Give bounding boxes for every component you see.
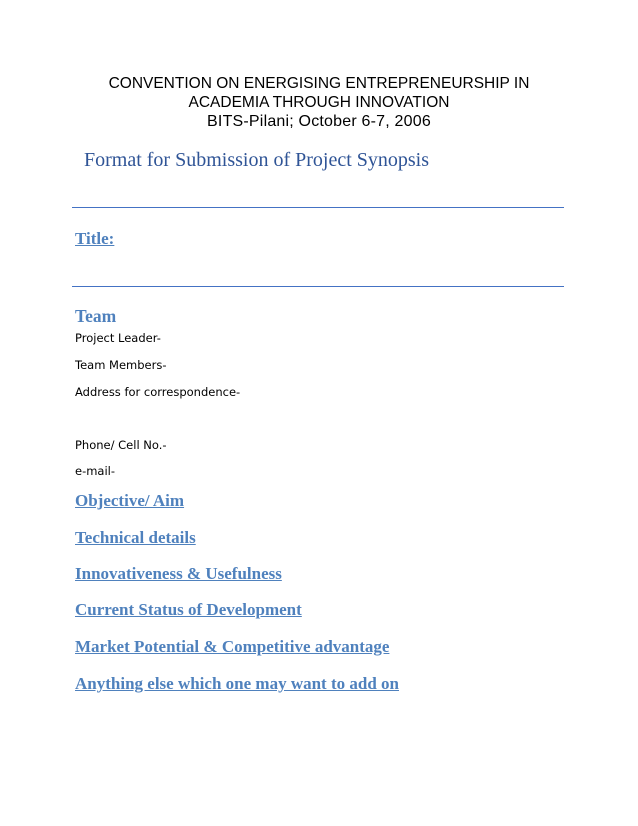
field-team-members: Team Members-	[75, 358, 167, 372]
section-current-status: Current Status of Development	[75, 600, 302, 619]
team-heading: Team	[75, 306, 117, 326]
convention-header	[0, 74, 638, 131]
header-line-1: CONVENTION ON ENERGISING ENTREPRENEURSHIP IN	[108, 75, 530, 92]
section-technical-details: Technical details	[75, 528, 196, 547]
divider-top	[72, 207, 564, 208]
field-email: e-mail-	[75, 464, 116, 478]
field-project-leader: Project Leader-	[75, 331, 161, 345]
header-line-3: BITS-Pilani; October 6-7, 2006	[207, 113, 431, 130]
header-line-2: ACADEMIA THROUGH INNOVATION	[188, 94, 450, 111]
section-innovativeness: Innovativeness & Usefulness	[75, 564, 282, 583]
title-label: Title:	[75, 229, 115, 248]
format-title: Format for Submission of Project Synopsis	[84, 149, 430, 171]
divider-bottom	[72, 286, 564, 287]
section-objective: Objective/ Aim	[75, 491, 185, 510]
field-address: Address for correspondence-	[75, 385, 241, 399]
section-market-potential: Market Potential & Competitive advantage	[75, 637, 390, 656]
section-anything-else: Anything else which one may want to add on	[75, 674, 399, 693]
field-phone: Phone/ Cell No.-	[75, 438, 167, 452]
